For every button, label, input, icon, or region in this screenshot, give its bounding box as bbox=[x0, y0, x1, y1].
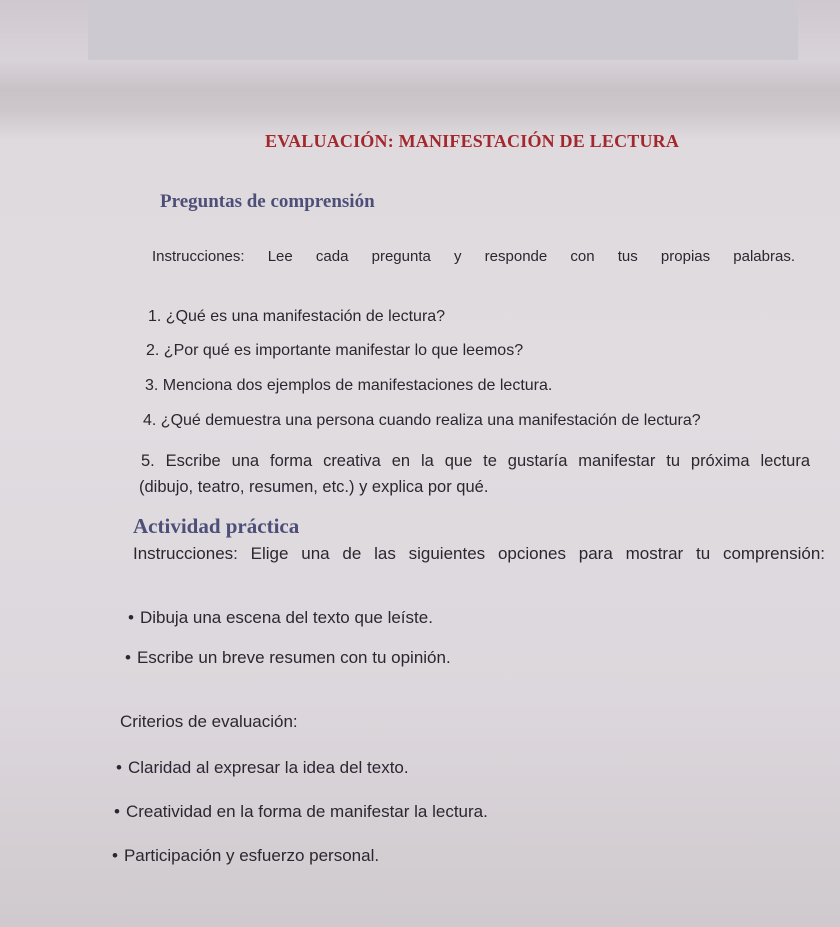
option-2: • Escribe un breve resumen con tu opinión. bbox=[125, 648, 451, 668]
question-1: 1. ¿Qué es una manifestación de lectura? bbox=[148, 308, 446, 325]
page-title: EVALUACIÓN: MANIFESTACIÓN DE LECTURA bbox=[265, 131, 680, 151]
question-5: 5. Escribe una forma creativa en la que te gustaría manifestar tu próxima lectura bbox=[141, 452, 810, 470]
background-sheet bbox=[88, 0, 798, 60]
section-heading-comprension: Preguntas de comprensión bbox=[160, 191, 375, 212]
option-1: • Dibuja una escena del texto que leíste. bbox=[128, 608, 433, 628]
question-3: 3. Menciona dos ejemplos de manifestaciones de lectura. bbox=[145, 377, 553, 394]
criterion-3: • Participación y esfuerzo personal. bbox=[112, 846, 379, 866]
criterion-1: • Claridad al expresar la idea del texto. bbox=[116, 758, 409, 778]
question-2: 2. ¿Por qué es importante manifestar lo que leemos? bbox=[146, 342, 524, 359]
section-heading-actividad: Actividad práctica bbox=[133, 514, 300, 538]
section-heading-criterios: Criterios de evaluación: bbox=[120, 712, 298, 731]
question-4: 4. ¿Qué demuestra una persona cuando realiza una manifestación de lectura? bbox=[143, 412, 701, 429]
question-5-cont: (dibujo, teatro, resumen, etc.) y explica por qué. bbox=[139, 478, 489, 496]
criterion-2: • Creatividad en la forma de manifestar la lectura. bbox=[114, 802, 488, 822]
instructions-comprension: Instrucciones: Lee cada pregunta y responde con tus propias palabras. bbox=[152, 248, 795, 265]
instructions-actividad: Instrucciones: Elige una de las siguientes opciones para mostrar tu comprensión: bbox=[133, 544, 825, 563]
